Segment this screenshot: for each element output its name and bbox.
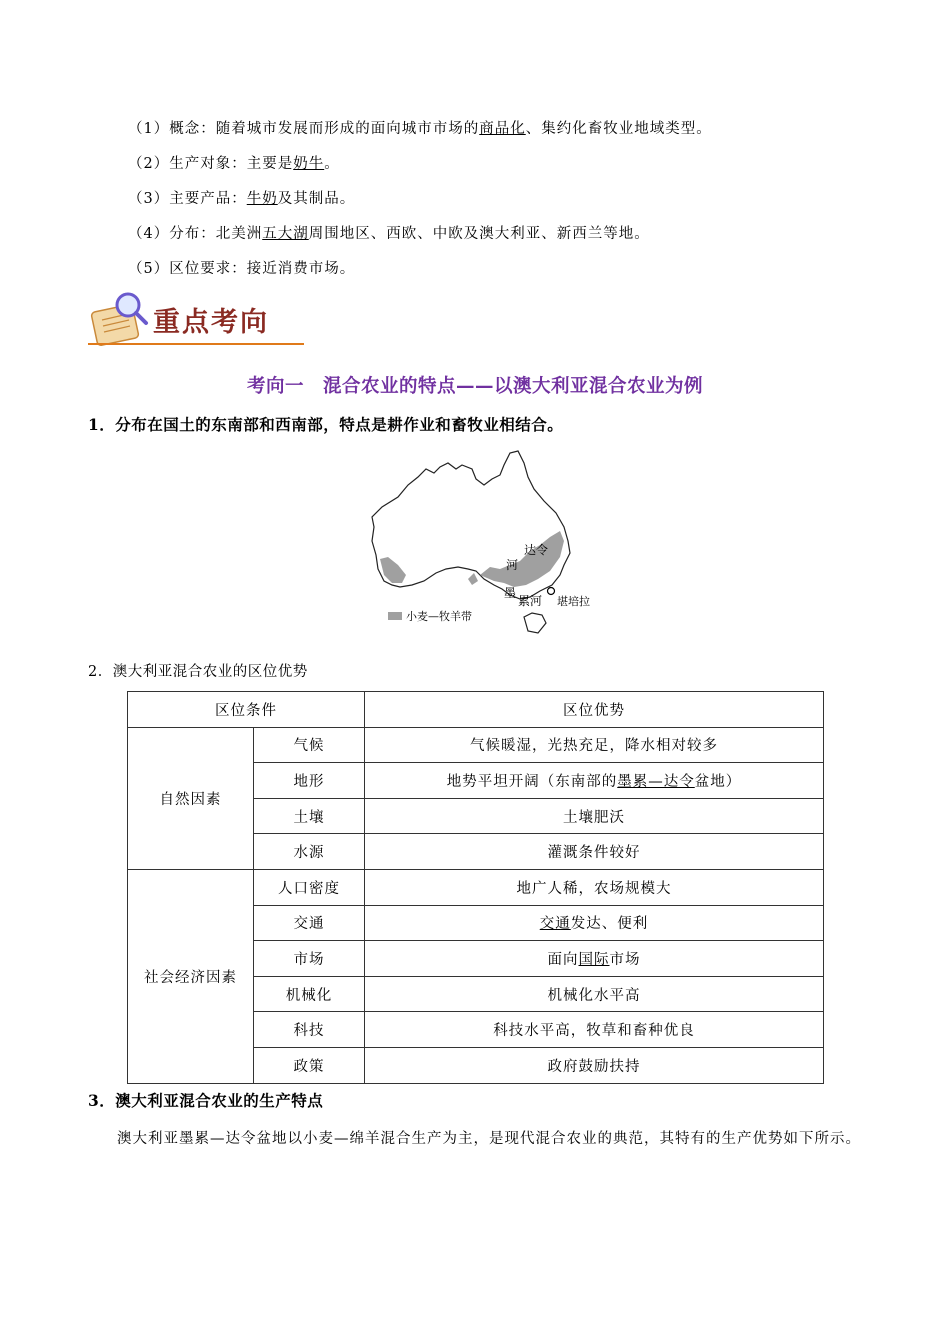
location-line: （5）区位要求：接近消费市场。: [128, 261, 356, 277]
object-line: [128, 152, 340, 173]
darling-label: 达令: [524, 543, 549, 557]
group-social: 社会经济因素: [128, 869, 254, 1083]
table-row: [128, 727, 824, 763]
table-header-row: [128, 692, 824, 728]
group-natural: 自然因素: [128, 727, 254, 869]
heading-3: 3．澳大利亚混合农业的生产特点: [88, 1091, 324, 1110]
adv-text-end: 发达、便利: [570, 916, 649, 933]
product-line: [128, 187, 355, 208]
section-title: 考向一 混合农业的特点——以澳大利亚混合农业为例: [246, 376, 703, 397]
key-points-title: 重点考向: [153, 307, 269, 338]
canberra-label: 堪培拉: [557, 595, 590, 608]
adv-text: 地势平坦开阔（东南部的: [446, 773, 618, 790]
concept-text-end: 、集约化畜牧业地域类型。: [525, 121, 712, 137]
heading-1: 1．分布在国土的东南部和西南部，特点是耕作业和畜牧业相结合。: [88, 415, 564, 434]
advantage-cell: 土壤肥沃: [365, 798, 824, 834]
distribution-line: [128, 222, 650, 243]
factor-cell: 交通: [254, 905, 365, 941]
advantage-cell: 灌溉条件较好: [365, 834, 824, 870]
factor-cell: 政策: [254, 1047, 365, 1083]
advantage-cell: 机械化水平高: [365, 976, 824, 1012]
concept-text: （1）概念：随着城市发展而形成的面向城市市场的: [128, 121, 480, 137]
advantage-cell: 气候暖湿，光热充足，降水相对较多: [365, 727, 824, 763]
heading-2: 2．澳大利亚混合农业的区位优势: [88, 664, 308, 680]
banner-underline: [88, 343, 304, 345]
table-row: [128, 869, 824, 905]
river-label: 河: [506, 558, 519, 572]
factor-cell: 机械化: [254, 976, 365, 1012]
advantage-cell: 地广人稀，农场规模大: [365, 869, 824, 905]
adv-text-end: 市场: [609, 951, 641, 968]
adv-text-end: 盆地）: [694, 773, 742, 790]
advantage-cell: 政府鼓励扶持: [365, 1047, 824, 1083]
factor-cell: 市场: [254, 941, 365, 977]
murray-river-label: 累河: [518, 594, 543, 608]
murray-label: 墨: [504, 586, 517, 600]
concept-underlined: 商品化: [479, 121, 526, 137]
object-underlined: 奶牛: [293, 156, 325, 172]
concept-line: [128, 117, 712, 138]
product-underlined: 牛奶: [246, 191, 278, 207]
tasmania-outline: [524, 613, 546, 633]
object-text-end: 。: [324, 156, 340, 172]
header-advantage: 区位优势: [365, 692, 824, 728]
adv-underlined: 墨累—达令: [617, 773, 695, 790]
adv-underlined: 交通: [539, 916, 571, 933]
legend-swatch: [388, 612, 402, 620]
factor-cell: 地形: [254, 763, 365, 799]
factor-cell: 科技: [254, 1012, 365, 1048]
advantage-table: [127, 691, 824, 1084]
distribution-underlined: 五大湖: [262, 226, 309, 242]
distribution-text: （4）分布：北美洲: [128, 226, 263, 242]
advantage-cell: 科技水平高，牧草和畜种优良: [365, 1012, 824, 1048]
sa-wheat-patch: [468, 573, 478, 585]
object-text: （2）生产对象：主要是: [128, 156, 294, 172]
advantage-cell: [365, 763, 824, 799]
advantage-cell: [365, 905, 824, 941]
adv-underlined: 国际: [578, 951, 610, 968]
header-condition: 区位条件: [128, 692, 365, 728]
factor-cell: 土壤: [254, 798, 365, 834]
product-text: （3）主要产品：: [128, 191, 247, 207]
factor-cell: 人口密度: [254, 869, 365, 905]
australia-map: [364, 449, 590, 641]
legend-label: 小麦—牧羊带: [406, 610, 472, 623]
adv-text: 面向: [547, 951, 579, 968]
factor-cell: 水源: [254, 834, 365, 870]
distribution-text-end: 周围地区、西欧、中欧及澳大利亚、新西兰等地。: [308, 226, 650, 242]
production-paragraph: 澳大利亚墨累—达令盆地以小麦—绵羊混合生产为主，是现代混合农业的典范，其特有的生产优势如下所示。: [117, 1131, 861, 1147]
factor-cell: 气候: [254, 727, 365, 763]
product-text-end: 及其制品。: [277, 191, 356, 207]
canberra-marker: [548, 588, 555, 595]
advantage-cell: [365, 941, 824, 977]
